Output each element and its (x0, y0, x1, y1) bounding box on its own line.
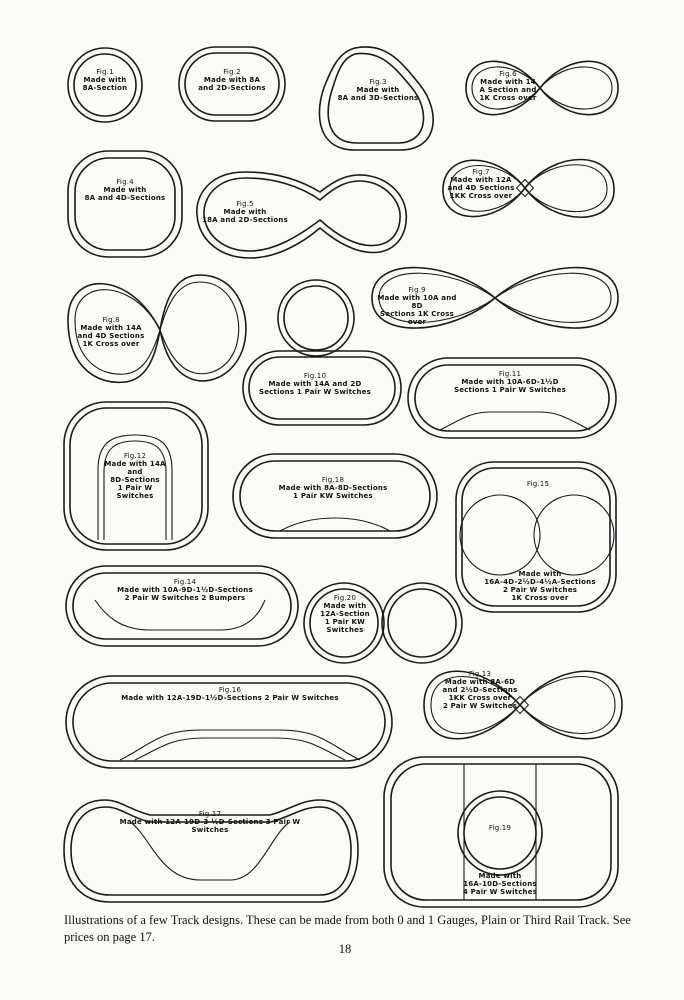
fig-3-label: Fig.3 Made with 8A and 3D-Sections (337, 78, 419, 102)
fig-5-label: Fig.5 Made with 18A and 2D-Sections (202, 200, 288, 224)
fig-15-label: Made with 16A-4D-2½D-4½A-Sections 2 Pair W Switches 1K Cross over (484, 570, 596, 602)
fig-19-label: Made with 16A-10D-Sections 4 Pair W Switches (462, 872, 538, 896)
fig-15-title: Fig.15 (526, 480, 550, 488)
fig-17-label: Fig.17 Made with 12A-19D-3 ½D-Sections 3 Pair W Switches (119, 810, 301, 834)
fig-1-label: Fig.1 Made with 8A-Section (82, 68, 128, 92)
fig-9-label: Fig.9 Made with 10A and 8D Sections 1K Cross over (377, 286, 457, 326)
fig-11-label: Fig.11 Made with 10A-6D-1½D Sections 1 Pair W Switches (453, 370, 566, 394)
fig-13-label: Fig.13 Made with 8A-6D and 2½D-Sections 1KK Cross over 2 Pair W Switches (442, 670, 518, 710)
fig-4-label: Fig.4 Made with 8A and 4D-Sections (84, 178, 166, 202)
fig-2-label: Fig.2 Made with 8A and 2D-Sections (198, 68, 266, 92)
fig-14-label: Fig.14 Made with 10A-9D-1½D-Sections 2 Pair W Switches 2 Bumpers (117, 578, 253, 602)
page-number: 18 (338, 942, 352, 956)
fig-10-label: Fig.10 Made with 14A and 2D Sections 1 Pair W Switches (258, 372, 371, 396)
fig-8-label: Fig.8 Made with 14A and 4D Sections 1K Cross over (77, 316, 145, 348)
fig-20-label: Fig.20 Made with 12A-Section 1 Pair KW Switches (320, 594, 370, 634)
fig-7-label: Fig.7 Made with 12A and 4D Sections 1KK Cross over (447, 168, 515, 200)
fig-16-label: Fig.16 Made with 12A-19D-1½D-Sections 2 Pair W Switches (121, 686, 339, 702)
fig-12-label: Fig.12 Made with 14A and 8D-Sections 1 Pair W Switches (104, 452, 166, 500)
fig-18-label: Fig.18 Made with 8A-8D-Sections 1 Pair KW Switches (278, 476, 388, 500)
fig-6-label: Fig.6 Made with 14 A Section and 1K Cross over (479, 70, 537, 102)
page-caption: Illustrations of a few Track designs. These can be made from both 0 and 1 Gauges, Plain or Third Rail Track. See prices on page 17. (64, 913, 631, 944)
fig-19-title: Fig.19 (488, 824, 512, 832)
fig-4-track (68, 151, 182, 257)
